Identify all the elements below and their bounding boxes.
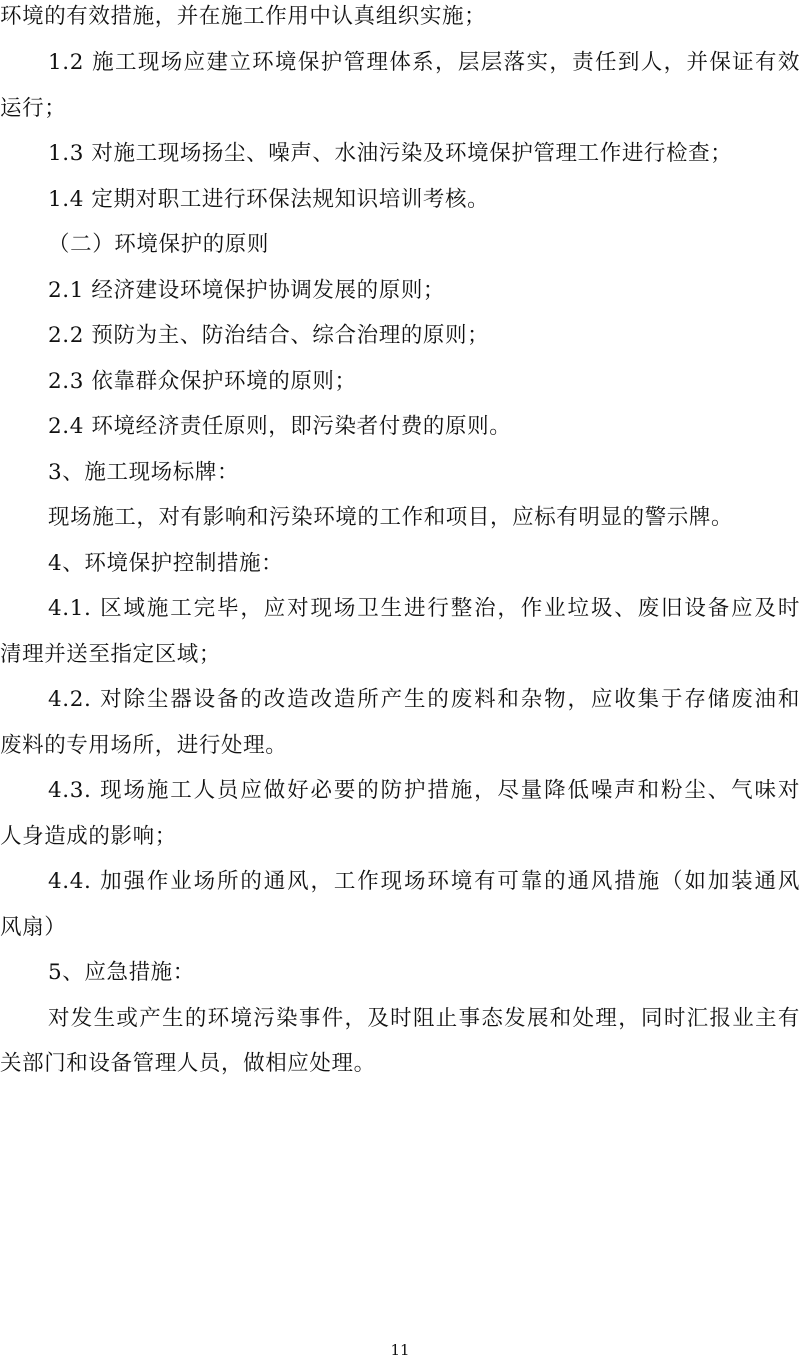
body-text-line: 运行；: [0, 96, 67, 121]
body-text-line: 1.2 施工现场应建立环境保护管理体系，层层落实，责任到人，并保证有效: [48, 50, 800, 75]
body-text-line: 1.4 定期对职工进行环保法规知识培训考核。: [48, 187, 490, 212]
body-text-line: 环境的有效措施，并在施工作用中认真组织实施；: [0, 4, 487, 29]
body-text-line: 1.3 对施工现场扬尘、噪声、水油污染及环境保护管理工作进行检查；: [48, 141, 733, 166]
section-heading: （二）环境保护的原则: [48, 232, 270, 257]
body-text-line: 人身造成的影响；: [0, 824, 177, 849]
body-text-line: 现场施工，对有影响和污染环境的工作和项目，应标有明显的警示牌。: [48, 505, 734, 530]
body-text-line: 4.1. 区域施工完毕，应对现场卫生进行整治，作业垃圾、废旧设备应及时: [48, 596, 800, 621]
body-text-line: 关部门和设备管理人员，做相应处理。: [0, 1051, 376, 1076]
body-text-line: 风扇）: [0, 915, 67, 940]
body-text-line: 废料的专用场所，进行处理。: [0, 733, 288, 758]
body-text-line: 2.3 依靠群众保护环境的原则；: [48, 369, 357, 394]
body-text-line: 对发生或产生的环境污染事件，及时阻止事态发展和处理，同时汇报业主有: [48, 1006, 800, 1031]
section-heading: 3、施工现场标牌：: [48, 460, 240, 485]
body-text-line: 2.4 环境经济责任原则，即污染者付费的原则。: [48, 414, 512, 439]
section-heading: 5、应急措施：: [48, 960, 195, 985]
page-number: 11: [390, 1341, 410, 1359]
body-text-line: 4.2. 对除尘器设备的改造改造所产生的废料和杂物，应收集于存储废油和: [48, 687, 800, 712]
body-text-line: 2.1 经济建设环境保护协调发展的原则；: [48, 278, 446, 303]
body-text-line: 2.2 预防为主、防治结合、综合治理的原则；: [48, 323, 490, 348]
body-text-line: 清理并送至指定区域；: [0, 642, 222, 667]
body-text-line: 4.3. 现场施工人员应做好必要的防护措施，尽量降低噪声和粉尘、气味对: [48, 778, 800, 803]
body-text-line: 4.4. 加强作业场所的通风，工作现场环境有可靠的通风措施（如加装通风: [48, 869, 800, 894]
section-heading: 4、环境保护控制措施：: [48, 551, 284, 576]
